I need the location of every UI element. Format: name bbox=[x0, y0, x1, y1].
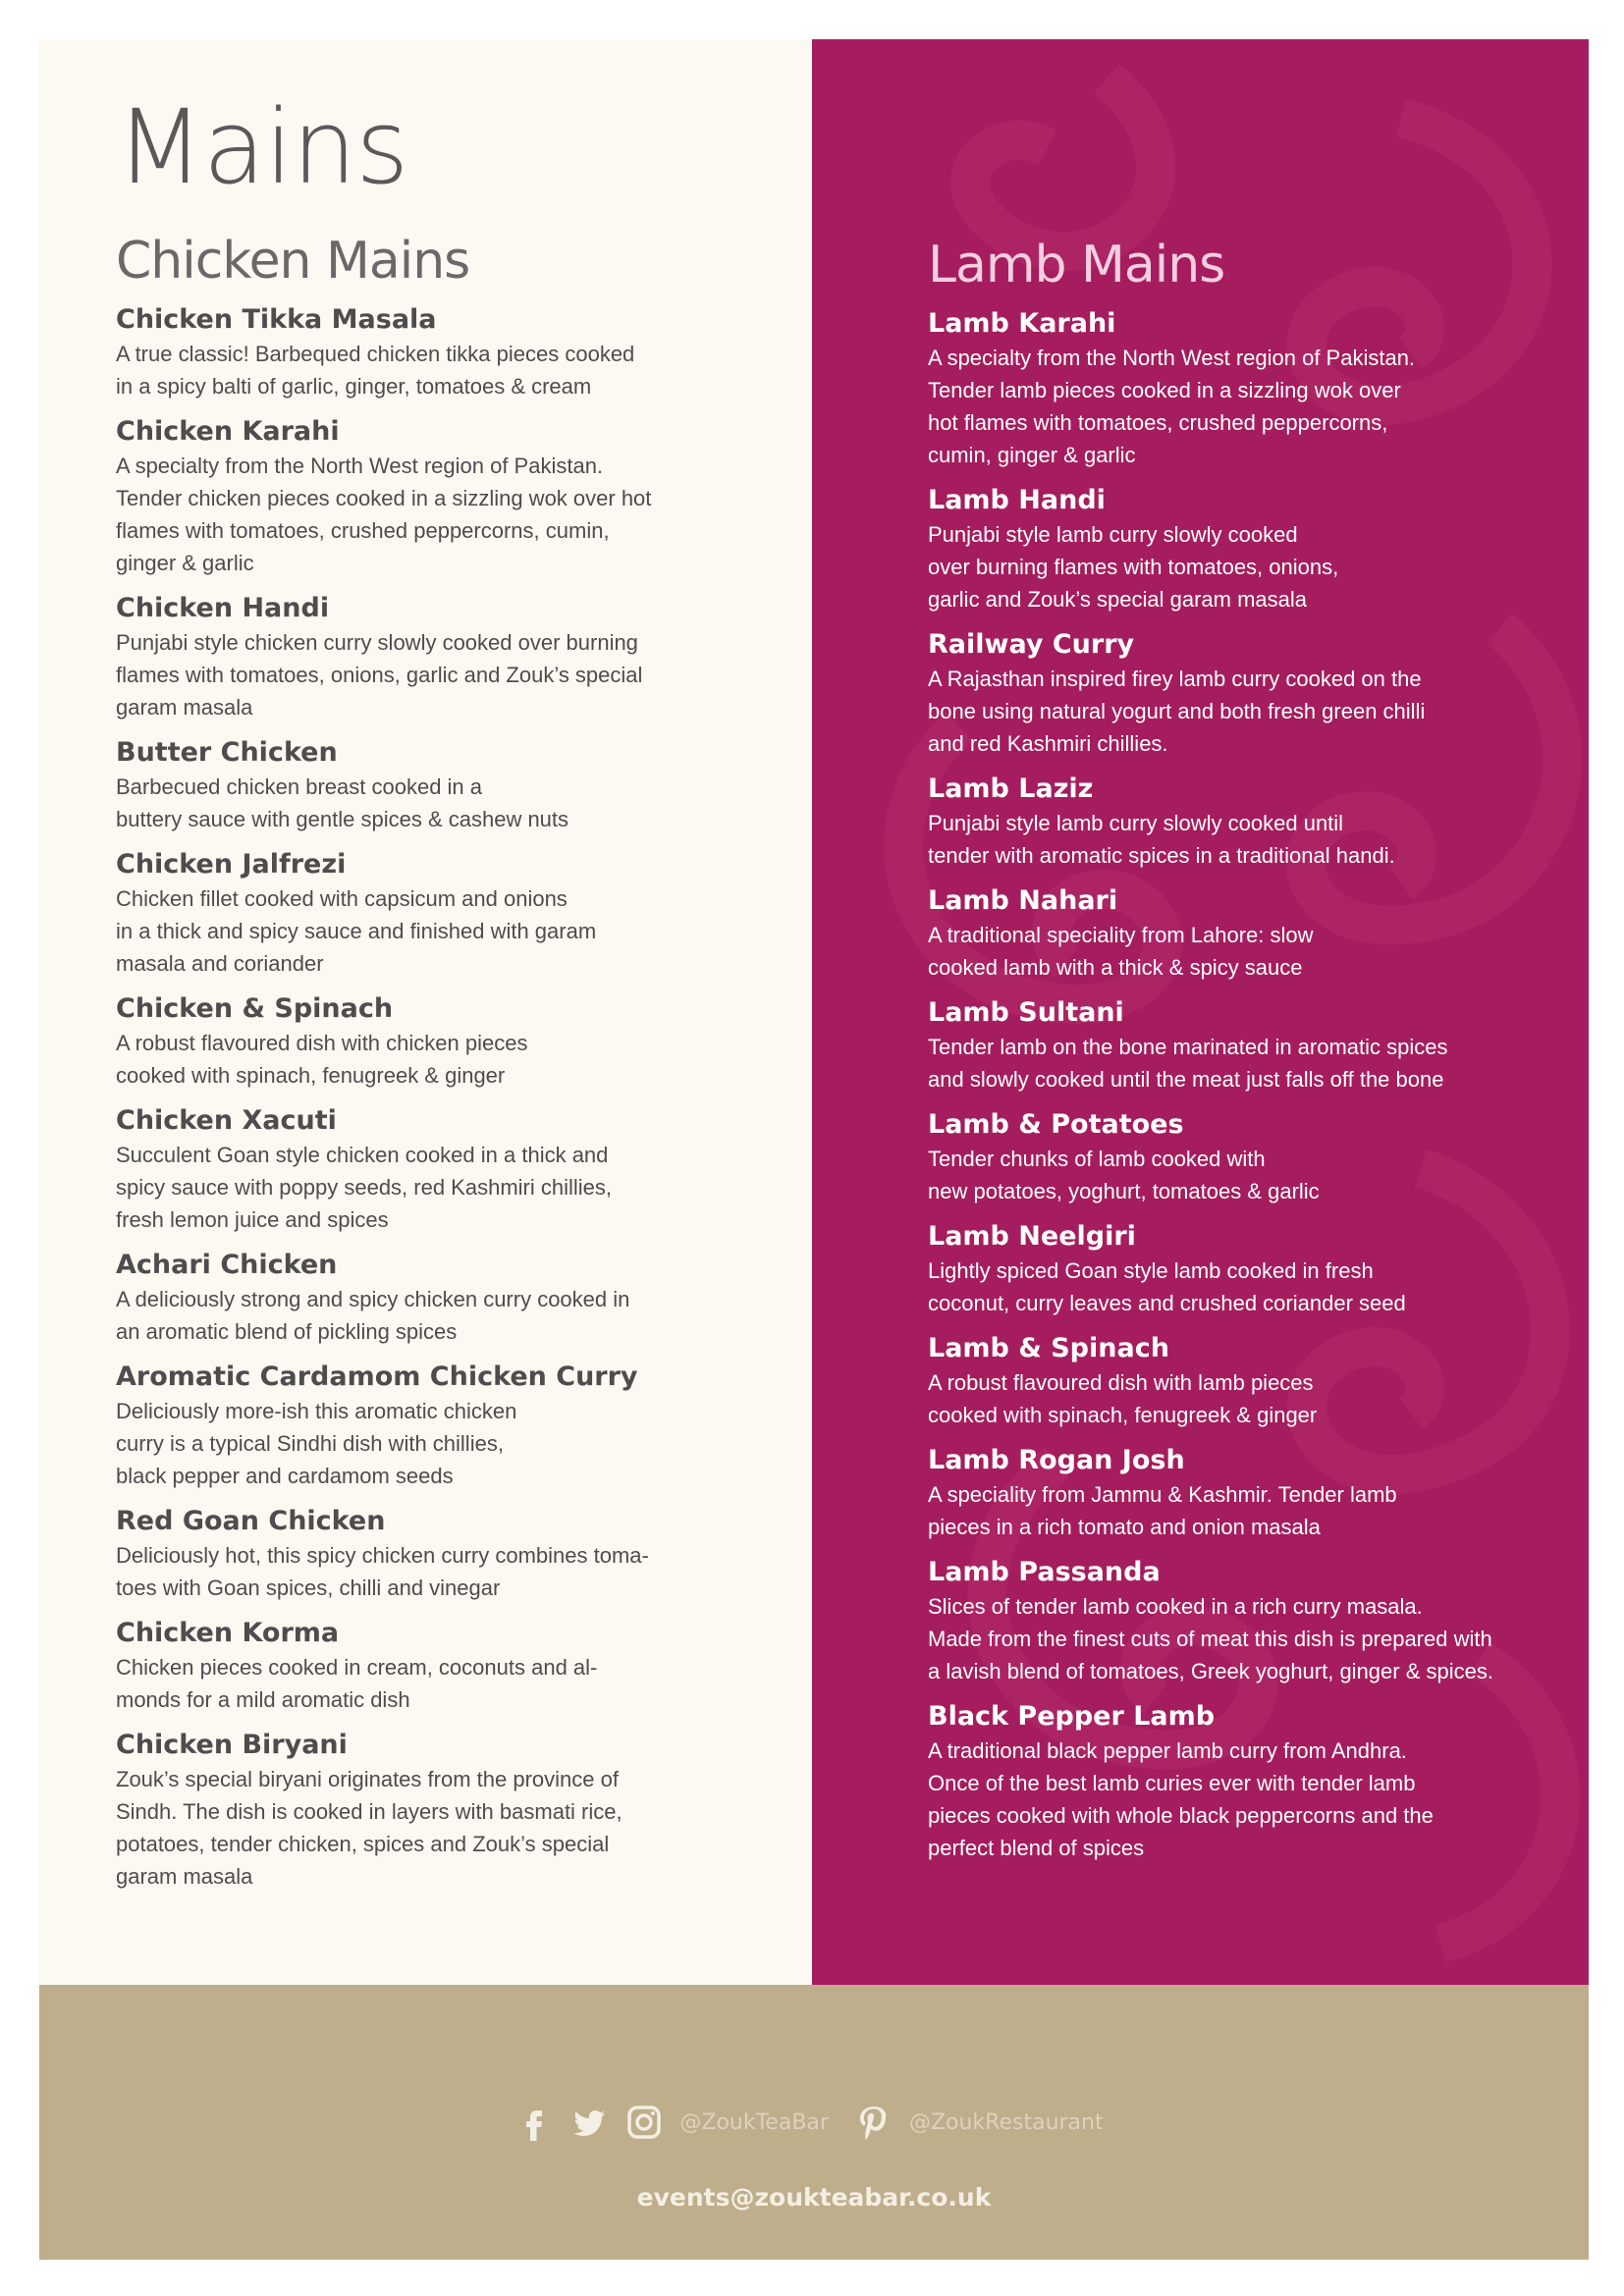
chicken-dish bbox=[116, 1616, 793, 1716]
lamb-dish bbox=[928, 306, 1576, 471]
dish-name: Chicken Xacuti bbox=[116, 1105, 337, 1136]
dish-name: Chicken Biryani bbox=[116, 1730, 348, 1760]
dish-description: Chicken fillet cooked with capsicum and onions in a thick and spicy sauce and finished with garam masala and coriander bbox=[116, 886, 597, 976]
chicken-dish bbox=[116, 1248, 793, 1348]
dish-description: Punjabi style chicken curry slowly cooked over burning flames with tomatoes, onions, garlic and Zouk’s special garam masala bbox=[116, 630, 643, 720]
twitter-icon[interactable] bbox=[569, 2103, 609, 2142]
dish-description: A specialty from the North West region of Pakistan. Tender lamb pieces cooked in a sizzling wok over hot flames with tomatoes, crushed peppercorns, cumin, ginger & garlic bbox=[928, 346, 1416, 467]
events-email[interactable]: events@zoukteabar.co.uk bbox=[636, 2183, 992, 2212]
lamb-panel bbox=[812, 39, 1589, 1985]
dish-name: Chicken Karahi bbox=[116, 416, 340, 447]
chicken-dish bbox=[116, 1504, 793, 1604]
instagram-icon[interactable] bbox=[624, 2103, 664, 2142]
dish-name: Lamb Neelgiri bbox=[928, 1221, 1136, 1252]
dish-description: A robust flavoured dish with lamb pieces cooked with spinach, fenugreek & ginger bbox=[928, 1370, 1318, 1427]
dish-name: Lamb Passanda bbox=[928, 1557, 1161, 1587]
dish-name: Red Goan Chicken bbox=[116, 1506, 386, 1536]
lamb-dish bbox=[928, 772, 1576, 872]
restaurant-handle[interactable]: @ZoukRestaurant bbox=[908, 2109, 1104, 2135]
dish-description: A deliciously strong and spicy chicken curry cooked in an aromatic blend of pickling spices bbox=[116, 1287, 630, 1344]
chicken-panel bbox=[39, 39, 812, 1985]
dish-name: Black Pepper Lamb bbox=[928, 1701, 1216, 1732]
dish-description: A Rajasthan inspired firey lamb curry cooked on the bone using natural yogurt and both fresh green chilli and red Kashmiri chillies. bbox=[928, 667, 1426, 756]
lamb-dish bbox=[928, 1219, 1576, 1319]
lamb-dish bbox=[928, 1107, 1576, 1207]
lamb-dish bbox=[928, 995, 1576, 1095]
dish-name: Lamb Rogan Josh bbox=[928, 1445, 1185, 1475]
dish-name: Lamb & Spinach bbox=[928, 1333, 1169, 1363]
dish-description: Barbecued chicken breast cooked in a buttery sauce with gentle spices & cashew nuts bbox=[116, 774, 569, 831]
facebook-icon[interactable] bbox=[514, 2103, 554, 2142]
dish-description: Punjabi style lamb curry slowly cooked over burning flames with tomatoes, onions, garlic and Zouk’s special garam masala bbox=[928, 522, 1339, 612]
dish-name: Lamb Nahari bbox=[928, 885, 1118, 916]
lamb-dish bbox=[928, 483, 1576, 615]
dish-description: A traditional speciality from Lahore: slow cooked lamb with a thick & spicy sauce bbox=[928, 923, 1314, 980]
dish-name: Lamb Laziz bbox=[928, 774, 1094, 804]
dish-name: Chicken Tikka Masala bbox=[116, 304, 437, 335]
menu-page bbox=[39, 39, 1589, 2260]
dish-description: Deliciously hot, this spicy chicken curry combines toma- toes with Goan spices, chilli and vinegar bbox=[116, 1543, 649, 1600]
dish-name: Lamb Sultani bbox=[928, 997, 1124, 1028]
chicken-dish bbox=[116, 1728, 793, 1893]
chicken-item-list bbox=[116, 302, 793, 1904]
lamb-dish bbox=[928, 1699, 1576, 1864]
chicken-dish bbox=[116, 414, 793, 579]
dish-name: Chicken Korma bbox=[116, 1618, 340, 1648]
lamb-section-title: Lamb Mains bbox=[928, 236, 1225, 294]
dish-description: A true classic! Barbequed chicken tikka pieces cooked in a spicy balti of garlic, ginger, tomatoes & cream bbox=[116, 342, 635, 399]
page-title: Mains bbox=[116, 87, 408, 207]
dish-name: Aromatic Cardamom Chicken Curry bbox=[116, 1362, 638, 1392]
dish-description: Slices of tender lamb cooked in a rich curry masala. Made from the finest cuts of meat this dish is prepared with a lavish blend of tomatoes, Greek yoghurt, ginger & spices. bbox=[928, 1594, 1493, 1683]
dish-description: A speciality from Jammu & Kashmir. Tender lamb pieces in a rich tomato and onion masala bbox=[928, 1482, 1397, 1539]
chicken-dish bbox=[116, 847, 793, 980]
footer bbox=[39, 1985, 1589, 2260]
dish-name: Lamb Karahi bbox=[928, 308, 1116, 339]
dish-name: Chicken Jalfrezi bbox=[116, 849, 347, 880]
dish-description: Deliciously more-ish this aromatic chicken curry is a typical Sindhi dish with chillies, black pepper and cardamom seeds bbox=[116, 1399, 517, 1488]
chicken-dish bbox=[116, 1103, 793, 1236]
chicken-dish bbox=[116, 302, 793, 402]
dish-description: Tender lamb on the bone marinated in aromatic spices and slowly cooked until the meat just falls off the bone bbox=[928, 1035, 1448, 1092]
dish-description: A specialty from the North West region of Pakistan. Tender chicken pieces cooked in a sizzling wok over hot flames with tomatoes, crushed peppercorns, cumin, ginger & garlic bbox=[116, 454, 652, 575]
chicken-section-title: Chicken Mains bbox=[116, 232, 470, 291]
chicken-dish bbox=[116, 735, 793, 835]
dish-name: Lamb & Potatoes bbox=[928, 1109, 1184, 1140]
dish-name: Lamb Handi bbox=[928, 485, 1106, 515]
dish-description: A traditional black pepper lamb curry from Andhra. Once of the best lamb curies ever with tender lamb pieces cooked with whole black peppercorns and the perfect blend of spices bbox=[928, 1738, 1434, 1860]
dish-description: Lightly spiced Goan style lamb cooked in fresh coconut, curry leaves and crushed coriander seed bbox=[928, 1258, 1406, 1315]
dish-description: Punjabi style lamb curry slowly cooked until tender with aromatic spices in a traditional handi. bbox=[928, 811, 1395, 868]
lamb-dish bbox=[928, 883, 1576, 984]
dish-name: Achari Chicken bbox=[116, 1250, 338, 1280]
lamb-dish bbox=[928, 1443, 1576, 1543]
dish-name: Chicken Handi bbox=[116, 593, 330, 623]
pinterest-icon[interactable] bbox=[854, 2103, 893, 2142]
instagram-handle[interactable]: @ZoukTeaBar bbox=[679, 2109, 829, 2135]
dish-description: Chicken pieces cooked in cream, coconuts and al- monds for a mild aromatic dish bbox=[116, 1655, 598, 1712]
dish-description: Tender chunks of lamb cooked with new potatoes, yoghurt, tomatoes & garlic bbox=[928, 1147, 1320, 1203]
dish-name: Butter Chicken bbox=[116, 737, 338, 768]
chicken-dish bbox=[116, 991, 793, 1092]
lamb-item-list bbox=[928, 306, 1576, 1876]
lamb-dish bbox=[928, 1555, 1576, 1687]
social-links bbox=[39, 2103, 1589, 2142]
chicken-dish bbox=[116, 591, 793, 723]
lamb-dish bbox=[928, 627, 1576, 760]
dish-description: Zouk’s special biryani originates from the province of Sindh. The dish is cooked in layers with basmati rice, potatoes, tender chicken, spices and Zouk’s special garam masala bbox=[116, 1767, 623, 1889]
dish-description: A robust flavoured dish with chicken pieces cooked with spinach, fenugreek & ginger bbox=[116, 1031, 528, 1088]
dish-name: Chicken & Spinach bbox=[116, 993, 394, 1024]
dish-name: Railway Curry bbox=[928, 629, 1135, 660]
chicken-dish bbox=[116, 1360, 793, 1492]
dish-description: Succulent Goan style chicken cooked in a thick and spicy sauce with poppy seeds, red Kashmiri chillies, fresh lemon juice and spices bbox=[116, 1143, 613, 1232]
lamb-dish bbox=[928, 1331, 1576, 1431]
